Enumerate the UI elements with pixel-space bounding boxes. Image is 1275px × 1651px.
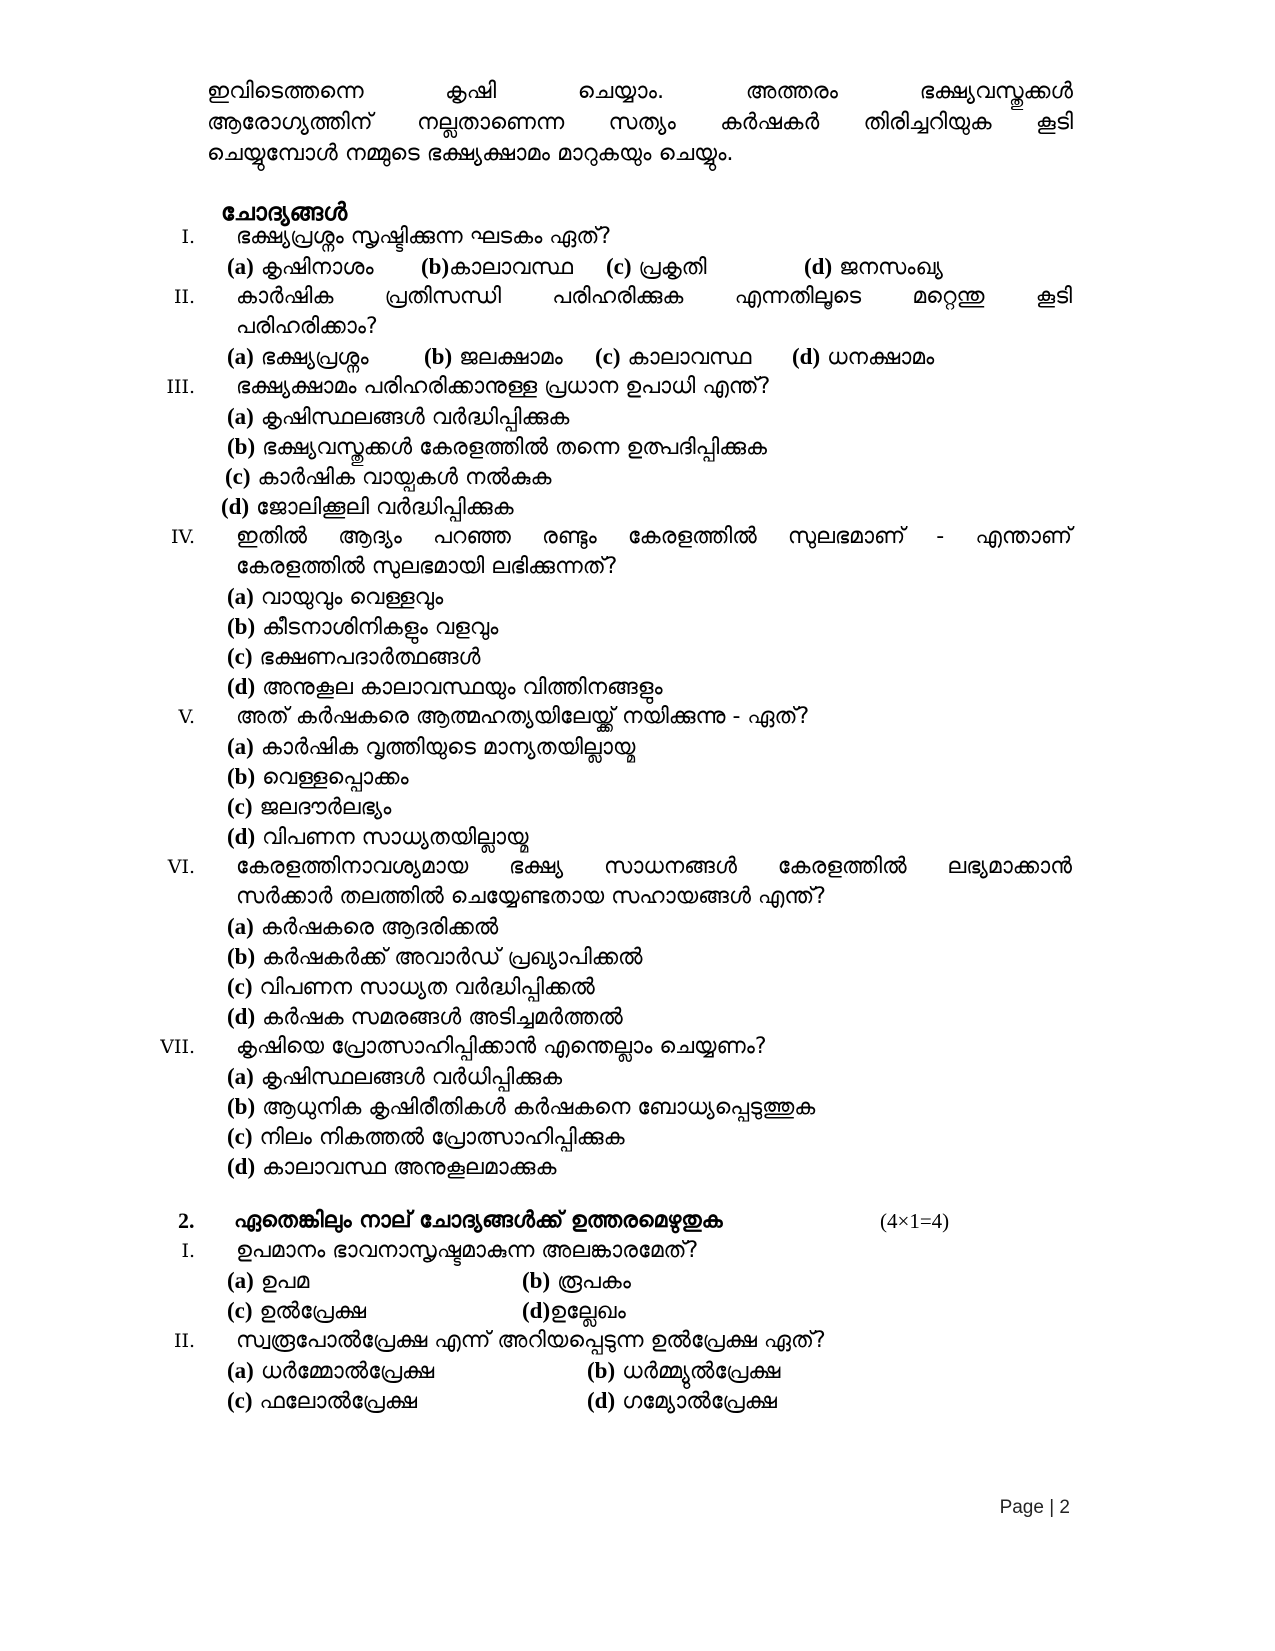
option-c (227, 792, 391, 823)
option-label: (c) (595, 344, 621, 369)
option-text: കർഷകരെ ആദരിക്കൽ (260, 915, 499, 940)
option-label: (b) (587, 1358, 616, 1383)
option-label: (c) (227, 644, 253, 669)
question-number: V. (178, 706, 195, 728)
option-d (227, 1152, 556, 1183)
option-text: കാലാവസ്ഥ (627, 345, 752, 370)
option-b (421, 252, 573, 283)
option-label: (d) (227, 674, 256, 699)
option-label: (c) (227, 1298, 253, 1323)
option-label: (a) (227, 254, 254, 279)
option-text: കാലാവസ്ഥ (449, 255, 573, 280)
option-a (227, 1266, 309, 1297)
option-text: അനുകൂല കാലാവസ്ഥയും വിത്തിനങ്ങളും (262, 675, 663, 700)
option-label: (c) (227, 794, 253, 819)
option-d (227, 672, 663, 703)
option-text: കാർഷിക വായ്പകൾ നൽകുക (257, 465, 552, 490)
option-text: ഭക്ഷണപദാർത്ഥങ്ങൾ (259, 645, 481, 670)
option-text: ധർമ്മ്യുൽപ്രേക്ഷ (622, 1359, 781, 1384)
question-number: II. (173, 286, 195, 308)
option-label: (a) (227, 1064, 254, 1089)
option-label: (a) (227, 584, 254, 609)
option-label: (d) (792, 344, 821, 369)
option-b (227, 762, 409, 793)
option-a (227, 1356, 434, 1387)
option-c (227, 972, 595, 1003)
questions-heading: ചോദ്യങ്ങൾ (221, 198, 348, 226)
option-label: (d) (804, 254, 833, 279)
question-text: കാർഷിക പ്രതിസന്ധി പരിഹരിക്കുക എന്നതിലൂടെ മറ്റെന്തു കൂടി (236, 284, 1072, 309)
option-b (522, 1266, 631, 1297)
option-c (227, 642, 480, 673)
intro-line: ആരോഗ്യത്തിന് നല്ലതാണെന്ന സത്യം കർഷകർ തിരിച്ചറിയുക കൂടി (207, 109, 1073, 135)
option-text: ഭക്ഷ്യവസ്തുക്കൾ കേരളത്തിൽ തന്നെ ഉത്പദിപ്പിക്കുക (262, 435, 768, 460)
question-text: കേരളത്തിൽ സുലഭമായി ലഭിക്കുന്നത്? (236, 554, 618, 579)
option-label: (b) (227, 614, 256, 639)
option-text: ധർമ്മോൽപ്രേക്ഷ (260, 1359, 435, 1384)
option-a (227, 912, 498, 943)
option-label: (d) (227, 1154, 256, 1179)
intro-line: ചെയ്യുമ്പോൾ നമ്മുടെ ഭക്ഷ്യക്ഷാമം മാറുകയും ചെയ്യും. (207, 140, 734, 166)
question-text: കൃഷിയെ പ്രോത്സാഹിപ്പിക്കാൻ എന്തെല്ലാം ചെയ്യണം? (236, 1034, 767, 1059)
question-number: I. (181, 1240, 195, 1262)
question-text: പരിഹരിക്കാം? (236, 314, 378, 339)
option-b (227, 432, 767, 463)
question-number: VII. (160, 1036, 195, 1058)
option-text: കൃഷിസ്ഥലങ്ങൾ വർധിപ്പിക്കുക (260, 1065, 563, 1090)
option-label: (a) (227, 404, 254, 429)
option-label: (b) (421, 254, 450, 279)
option-text: ജോലിക്കൂലി വർദ്ധിപ്പിക്കുക (256, 495, 514, 520)
option-b (227, 1092, 815, 1123)
question-number: IV. (171, 526, 195, 548)
option-label: (c) (227, 1388, 253, 1413)
option-text: ആധുനിക കൃഷിരീതികൾ കർഷകനെ ബോധ്യപ്പെടുത്തുക (262, 1095, 816, 1120)
option-label: (c) (227, 1124, 253, 1149)
option-text: കൃഷിനാശം (260, 255, 374, 280)
question-text: ഭക്ഷ്യപ്രശ്നം സൃഷ്ടിക്കുന്ന ഘടകം ഏത്? (236, 224, 612, 249)
section-number: 2. (178, 1208, 195, 1233)
option-text: കാലാവസ്ഥ അനുകൂലമാക്കുക (262, 1155, 557, 1180)
option-d (227, 1002, 623, 1033)
option-text: ഉല്ലേഖം (550, 1299, 626, 1324)
option-text: വിപണന സാധ്യത വർദ്ധിപ്പിക്കൽ (259, 975, 595, 1000)
option-text: ജനസംഖ്യ (839, 255, 943, 280)
page-number: Page | 2 (999, 1497, 1070, 1518)
option-d (587, 1386, 777, 1417)
option-label: (b) (424, 344, 453, 369)
option-a (227, 582, 443, 613)
question-text: സർക്കാർ തലത്തിൽ ചെയ്യേണ്ടതായ സഹായങ്ങൾ എന്ത്? (236, 884, 826, 909)
option-a (227, 252, 374, 283)
option-c (227, 1296, 366, 1327)
option-label: (b) (522, 1268, 551, 1293)
question-number: I. (181, 226, 195, 248)
option-label: (a) (227, 914, 254, 939)
question-text: ഉപമാനം ഭാവനാസൃഷ്ടമാകുന്ന അലങ്കാരമേത്? (236, 1238, 699, 1263)
question-number: II. (173, 1330, 195, 1352)
question-number: III. (166, 376, 195, 398)
option-text: ഫലോൽപ്രേക്ഷ (259, 1389, 417, 1414)
option-label: (d) (227, 824, 256, 849)
option-text: പ്രകൃതി (638, 255, 707, 280)
option-text: കൃഷിസ്ഥലങ്ങൾ വർദ്ധിപ്പിക്കുക (260, 405, 570, 430)
option-text: വിപണന സാധ്യതയില്ലായ്മ (262, 825, 529, 850)
option-a (227, 732, 635, 763)
option-c (227, 1122, 625, 1153)
option-c (606, 252, 707, 283)
option-d (792, 342, 934, 373)
option-label: (d) (221, 494, 250, 519)
option-label: (c) (606, 254, 632, 279)
option-label: (b) (227, 1094, 256, 1119)
option-label: (a) (227, 734, 254, 759)
section-title: ഏതെങ്കിലും നാല് ചോദ്യങ്ങൾക്ക് ഉത്തരമെഴുതുക (234, 1208, 723, 1233)
option-text: കർഷക സമരങ്ങൾ അടിച്ചമർത്തൽ (262, 1005, 623, 1030)
option-b (227, 612, 498, 643)
option-text: ജലക്ഷാമം (459, 345, 563, 370)
option-label: (c) (225, 464, 251, 489)
option-text: ഭക്ഷ്യപ്രശ്നം (260, 345, 369, 370)
option-label: (a) (227, 1268, 254, 1293)
question-text: കേരളത്തിനാവശ്യമായ ഭക്ഷ്യ സാധനങ്ങൾ കേരളത്തിൽ ലഭ്യമാക്കാൻ (236, 854, 1072, 879)
question-number: VI. (167, 856, 195, 878)
section-marks: (4×1=4) (880, 1209, 950, 1233)
option-text: ജലദൗർലഭ്യം (259, 795, 392, 820)
option-c (227, 1386, 417, 1417)
option-d (227, 822, 529, 853)
option-text: വായുവും വെള്ളവും (260, 585, 444, 610)
option-label: (a) (227, 1358, 254, 1383)
option-text: കർഷകർക്ക് അവാർഡ് പ്രഖ്യാപിക്കൽ (262, 945, 643, 970)
option-text: വെള്ളപ്പൊക്കം (262, 765, 409, 790)
option-text: രൂപകം (557, 1269, 632, 1294)
option-label: (b) (227, 764, 256, 789)
question-text: ഇതിൽ ആദ്യം പറഞ്ഞ രണ്ടും കേരളത്തിൽ സുലഭമാണ് - എന്താണ് (236, 524, 1072, 549)
option-c (595, 342, 751, 373)
question-text: ഭക്ഷ്യക്ഷാമം പരിഹരിക്കാനുള്ള പ്രധാന ഉപാധി എന്ത്? (236, 374, 771, 399)
option-text: ഗമ്യോൽപ്രേക്ഷ (622, 1389, 777, 1414)
option-c (225, 462, 552, 493)
option-d (221, 492, 514, 523)
option-a (227, 1062, 562, 1093)
option-label: (d) (587, 1388, 616, 1413)
option-label: (b) (227, 944, 256, 969)
option-b (424, 342, 563, 373)
intro-paragraph (207, 76, 1073, 169)
option-text: ധനക്ഷാമം (827, 345, 935, 370)
option-text: കാർഷിക വൃത്തിയുടെ മാന്യതയില്ലായ്മ (260, 735, 636, 760)
option-label: (d) (227, 1004, 256, 1029)
intro-line: ഇവിടെത്തന്നെ കൃഷി ചെയ്യാം. അത്തരം ഭക്ഷ്യവസ്തുക്കൾ (207, 78, 1073, 104)
question-text: അത് കർഷകരെ ആത്മഹത്യയിലേയ്ക്ക് നയിക്കുന്നു - ഏത്? (236, 704, 810, 729)
question-text: സ്വരൂപോൽപ്രേക്ഷ എന്ന് അറിയപ്പെടുന്ന ഉൽപ്രേക്ഷ ഏത്? (236, 1328, 826, 1353)
option-text: ഉപമ (260, 1269, 310, 1294)
option-text: ഉൽപ്രേക്ഷ (259, 1299, 366, 1324)
option-d (804, 252, 943, 283)
option-b (227, 942, 643, 973)
option-a (227, 402, 569, 433)
option-label: (a) (227, 344, 254, 369)
option-text: നിലം നികത്തൽ പ്രോത്സാഹിപ്പിക്കുക (259, 1125, 625, 1150)
option-label: (d) (522, 1298, 551, 1323)
option-text: കീടനാശിനികളും വളവും (262, 615, 499, 640)
option-label: (b) (227, 434, 256, 459)
option-label: (c) (227, 974, 253, 999)
option-d (522, 1296, 626, 1327)
option-a (227, 342, 369, 373)
option-b (587, 1356, 780, 1387)
